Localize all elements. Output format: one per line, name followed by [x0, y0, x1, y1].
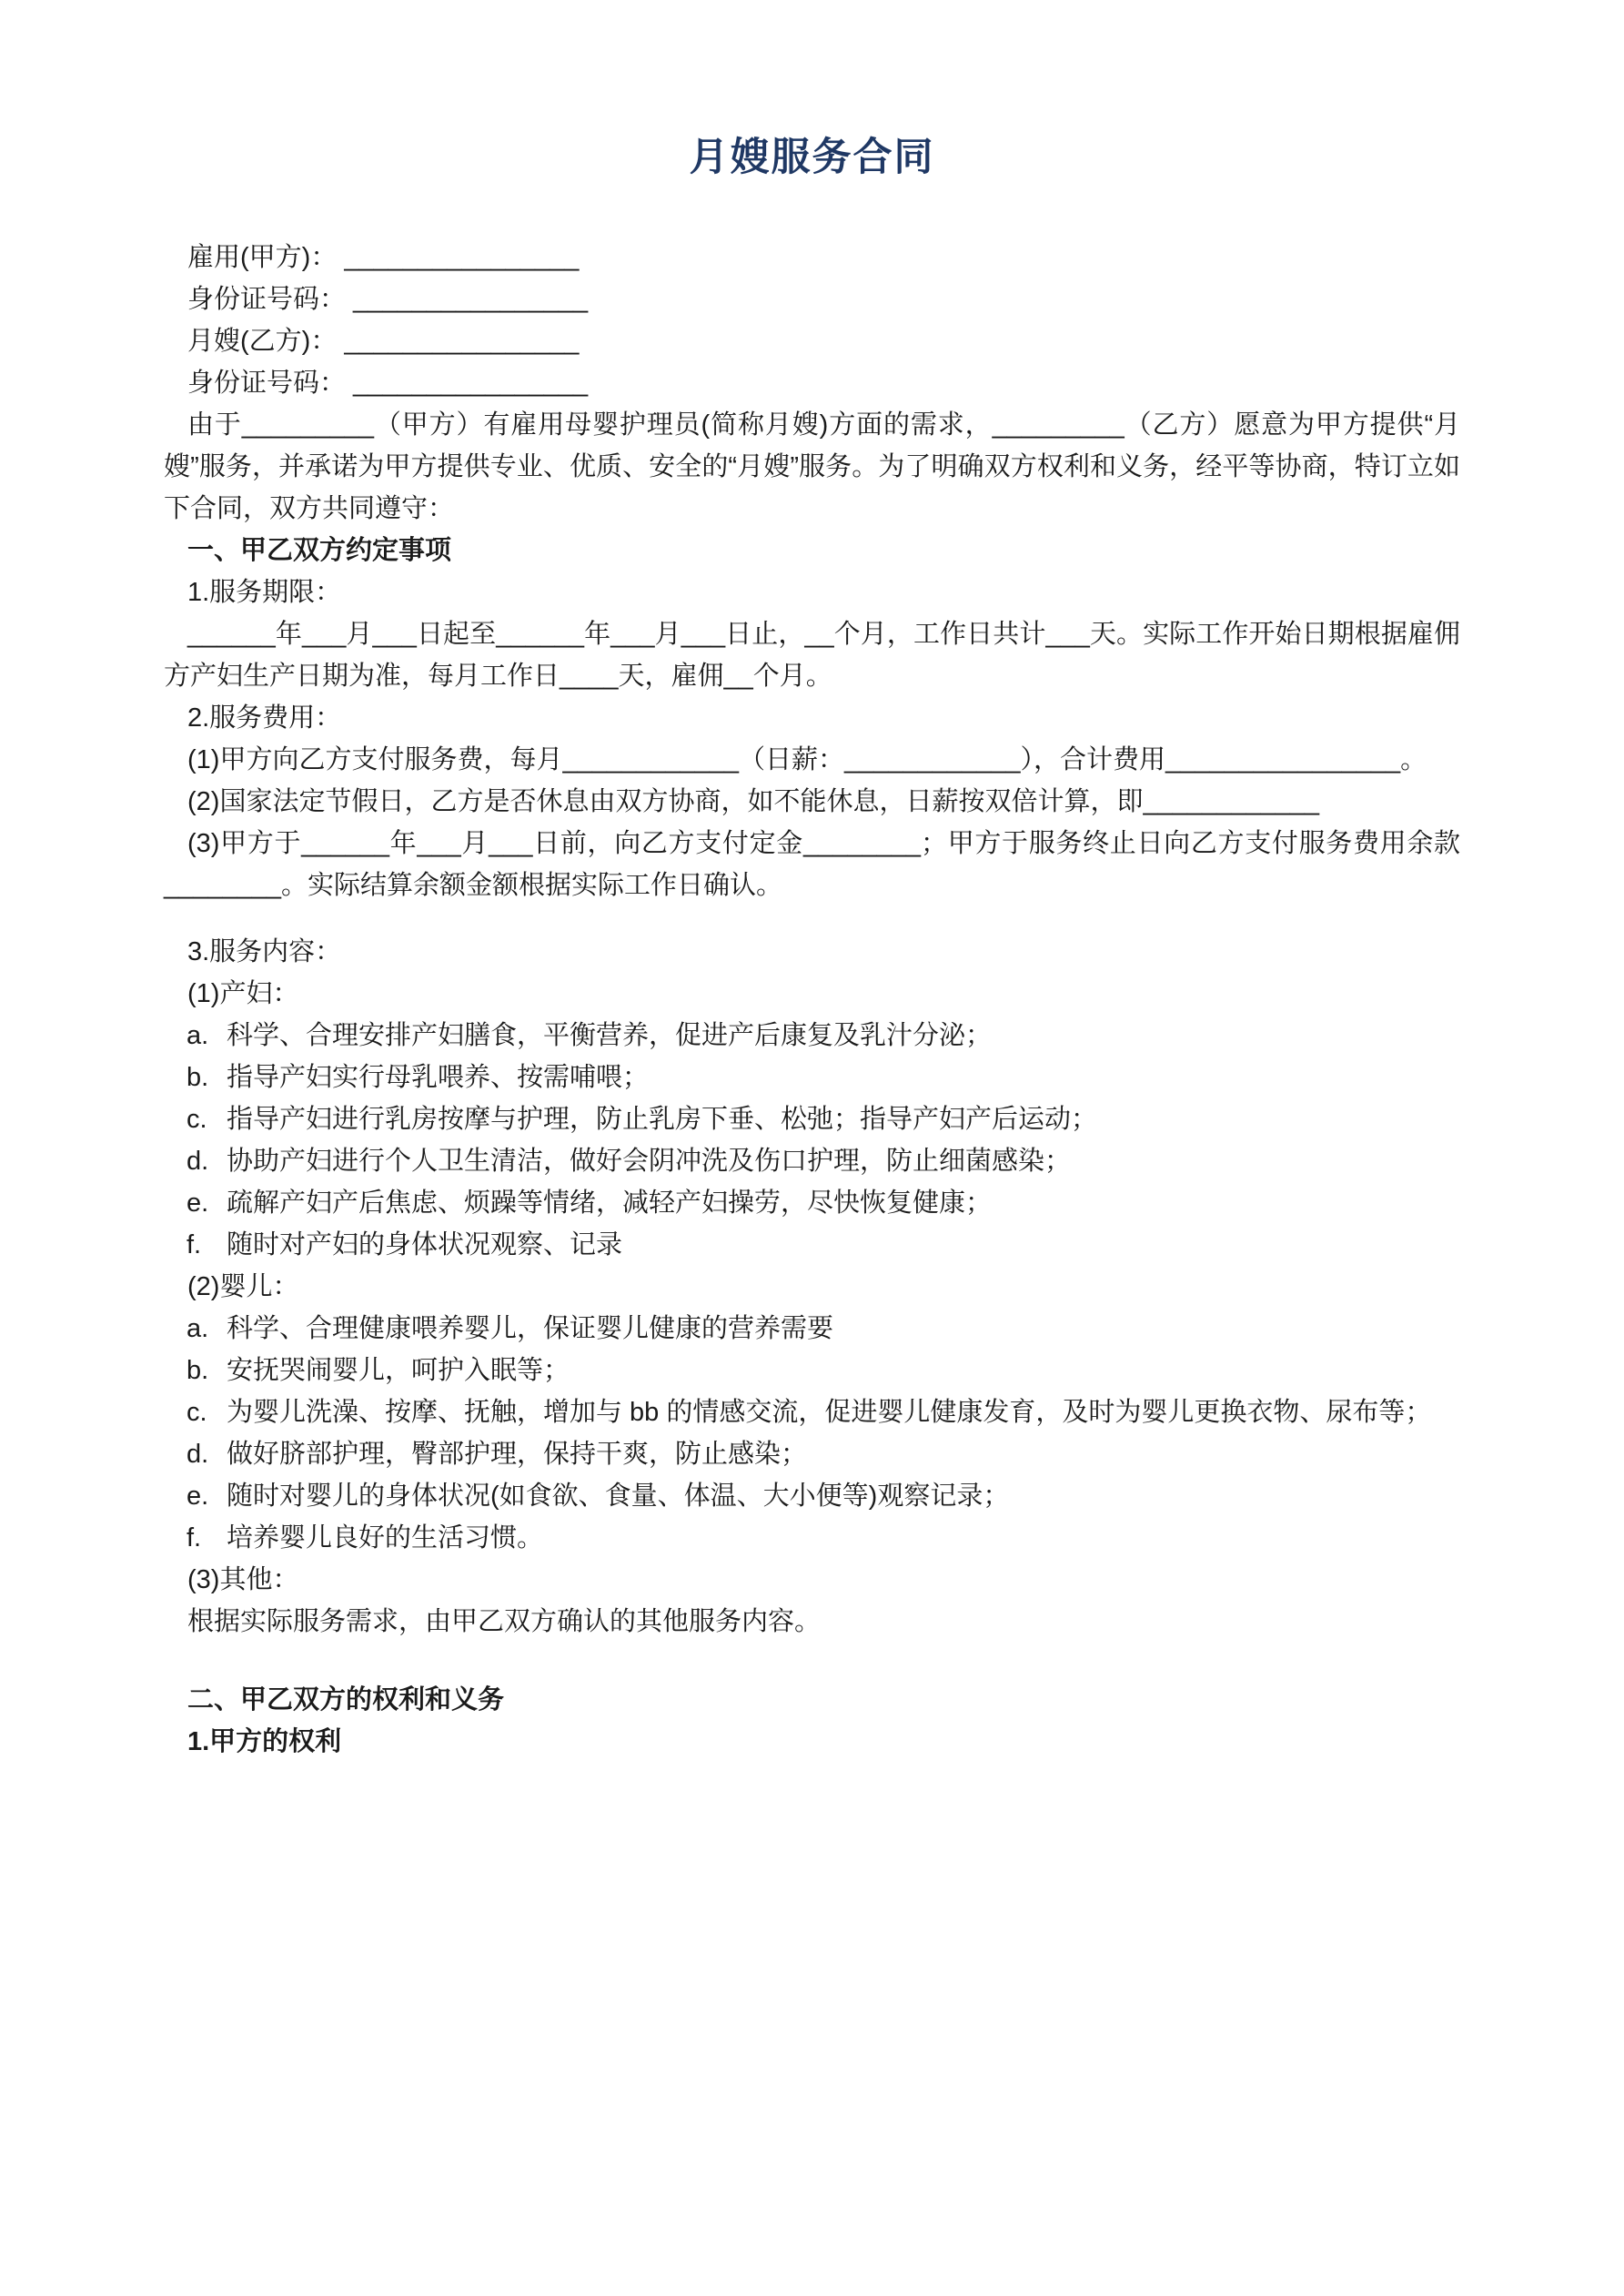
list-text: 随时对产妇的身体状况观察、记录 — [227, 1230, 623, 1259]
sub-heading: 3.服务内容： — [187, 937, 342, 966]
list-text: 指导产妇进行乳房按摩与护理，防止乳房下垂、松弛；指导产妇产后运动； — [227, 1105, 1098, 1134]
sub-heading: 1.服务期限： — [187, 578, 342, 607]
list-marker: e. — [187, 1188, 209, 1218]
list-marker: c. — [187, 1105, 207, 1134]
paragraph: 根据实际服务需求，由甲乙双方确认的其他服务内容。 — [187, 1607, 822, 1636]
paragraph: (3)甲方于______年___月___日前，向乙方支付定金________；甲方于服务终止日向乙方支付服务费用余款________。实际结算余额金额根据实际工作日确认。 — [164, 829, 1460, 900]
list-item — [164, 1057, 1460, 1098]
list-text: 指导产妇实行母乳喂养、按需哺喂； — [227, 1063, 650, 1092]
list-text: 为婴儿洗澡、按摩、抚触，增加与 bb 的情感交流，促进婴儿健康发育，及时为婴儿更换衣物、尿布等； — [227, 1398, 1432, 1427]
list-marker: a. — [187, 1314, 209, 1343]
list-marker: d. — [187, 1440, 209, 1469]
field-line: 身份证号码： ________________ — [187, 285, 589, 314]
list-marker: b. — [187, 1356, 209, 1385]
spacer — [164, 906, 1460, 931]
section-heading: 1.甲方的权利 — [187, 1727, 342, 1756]
list-text: 安抚哭闹婴儿，呵护入眠等； — [227, 1356, 570, 1385]
paragraph: ______年___月___日起至______年___月___日止，__个月，工作日共计___天。实际工作开始日期根据雇佣方产妇生产日期为准，每月工作日____天，雇佣__个月。 — [164, 620, 1460, 691]
list-item — [164, 1350, 1460, 1391]
field-line: 身份证号码： ________________ — [187, 369, 589, 398]
list-marker: f. — [187, 1523, 202, 1553]
list-text: 做好脐部护理，臀部护理，保持干爽，防止感染； — [227, 1440, 808, 1469]
field-line: 雇用(甲方)： ________________ — [187, 243, 580, 272]
section-heading: 一、甲乙双方约定事项 — [187, 536, 452, 565]
list-marker: a. — [187, 1021, 209, 1050]
list-marker: d. — [187, 1147, 209, 1176]
list-text: 协助产妇进行个人卫生清洁，做好会阴冲洗及伤口护理，防止细菌感染； — [227, 1147, 1072, 1176]
paragraph: (1)甲方向乙方支付服务费，每月____________（日薪：____________），合计费用________________。 — [187, 745, 1427, 774]
list-marker: e. — [187, 1482, 209, 1511]
sub-heading: 2.服务费用： — [187, 703, 342, 733]
list-item — [164, 1015, 1460, 1057]
field-line: 月嫂(乙方)： ________________ — [187, 327, 580, 356]
list-text: 随时对婴儿的身体状况(如食欲、食量、体温、大小便等)观察记录； — [227, 1482, 1010, 1511]
list-marker: f. — [187, 1230, 202, 1259]
document-title: 月嫂服务合同 — [689, 137, 935, 179]
list-item — [164, 1224, 1460, 1266]
sub-heading: (3)其他： — [187, 1565, 299, 1594]
list-text: 科学、合理安排产妇膳食，平衡营养，促进产后康复及乳汁分泌； — [227, 1021, 993, 1050]
list-text: 科学、合理健康喂养婴儿，保证婴儿健康的营养需要 — [227, 1314, 834, 1343]
list-marker: c. — [187, 1398, 207, 1427]
list-item — [164, 1182, 1460, 1224]
list-item — [164, 1517, 1460, 1559]
list-item — [164, 1475, 1460, 1517]
paragraph: (2)国家法定节假日，乙方是否休息由双方协商，如不能休息，日薪按双倍计算，即____________ — [187, 787, 1319, 816]
list-text: 疏解产妇产后焦虑、烦躁等情绪，减轻产妇操劳，尽快恢复健康； — [227, 1188, 993, 1218]
list-item — [164, 1433, 1460, 1475]
sub-heading: (1)产妇： — [187, 979, 299, 1008]
document-body — [164, 237, 1460, 1763]
section-heading: 二、甲乙双方的权利和义务 — [187, 1685, 505, 1714]
list-item — [164, 1391, 1460, 1433]
sub-heading: (2)婴儿： — [187, 1272, 299, 1301]
list-item — [164, 1098, 1460, 1140]
list-text: 培养婴儿良好的生活习惯。 — [227, 1523, 544, 1553]
list-marker: b. — [187, 1063, 209, 1092]
list-item — [164, 1140, 1460, 1182]
paragraph: 由于_________（甲方）有雇用母婴护理员(简称月嫂)方面的需求，_________（乙方）愿意为甲方提供“月嫂”服务，并承诺为甲方提供专业、优质、安全的“月嫂”服务。为了明确双方权利和义务，经平等协商，特订立如下合同，双方共同遵守： — [164, 410, 1460, 523]
list-item — [164, 1308, 1460, 1350]
spacer — [164, 1643, 1460, 1679]
